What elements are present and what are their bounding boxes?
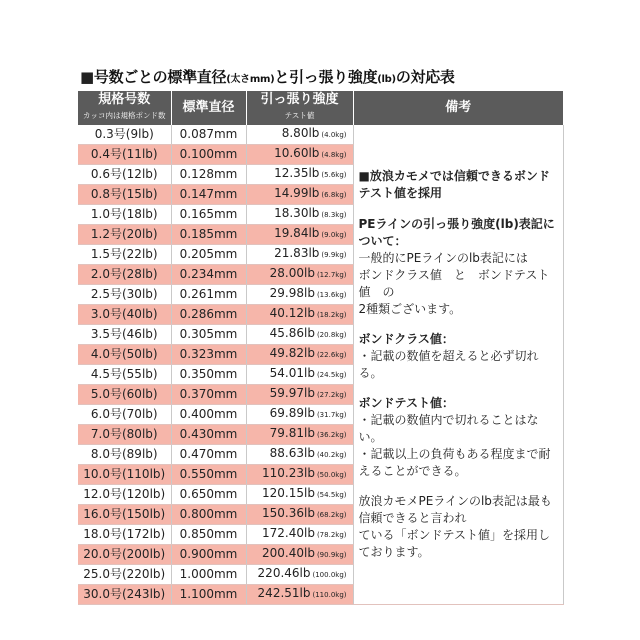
size-cell: 1.2号(20lb) [78, 225, 171, 245]
diameter-cell: 0.350mm [171, 365, 246, 385]
strength-lb: 45.86lb [269, 326, 315, 340]
header-diameter: 標準直径 [171, 91, 246, 125]
strength-cell [246, 365, 353, 385]
header-strength-sub: テスト値 [284, 111, 315, 120]
strength-kg: (4.8kg) [321, 151, 347, 159]
notes-pe-line1: 一般的にPEラインのlb表記には [358, 251, 528, 265]
diameter-cell: 0.850mm [171, 525, 246, 545]
strength-kg: (36.2kg) [316, 431, 347, 439]
strength-kg: (9.0kg) [321, 231, 347, 239]
strength-lb: 12.35lb [274, 166, 320, 180]
strength-kg: (12.7kg) [316, 271, 347, 279]
title-part2: と引っ張り強度 [274, 68, 378, 86]
strength-lb: 28.00lb [269, 266, 315, 280]
strength-lb: 69.89lb [269, 406, 315, 420]
title-square: ■ [80, 68, 94, 86]
strength-cell [246, 225, 353, 245]
diameter-cell: 1.000mm [171, 565, 246, 585]
diameter-cell: 0.400mm [171, 405, 246, 425]
strength-kg: (13.6kg) [316, 291, 347, 299]
diameter-cell: 0.550mm [171, 465, 246, 485]
strength-cell [246, 565, 353, 585]
title-part1-small: (太さmm) [226, 74, 275, 85]
size-cell: 4.0号(50lb) [78, 345, 171, 365]
strength-lb: 79.81lb [269, 426, 315, 440]
diameter-cell: 0.800mm [171, 505, 246, 525]
strength-cell [246, 545, 353, 565]
strength-kg: (68.2kg) [316, 511, 347, 519]
strength-kg: (100.0kg) [312, 571, 347, 579]
size-cell: 7.0号(80lb) [78, 425, 171, 445]
strength-cell [246, 345, 353, 365]
table-row [78, 125, 563, 145]
size-cell: 2.0号(28lb) [78, 265, 171, 285]
strength-kg: (8.3kg) [321, 211, 347, 219]
strength-lb: 172.40lb [262, 526, 315, 540]
size-cell: 2.5号(30lb) [78, 285, 171, 305]
notes-lead: ■放浪カモメでは信頼できるボンドテスト値を採用 [358, 169, 550, 200]
strength-kg: (90.9kg) [316, 551, 347, 559]
strength-kg: (18.2kg) [316, 311, 347, 319]
diameter-cell: 0.205mm [171, 245, 246, 265]
strength-cell [246, 285, 353, 305]
strength-lb: 54.01lb [269, 366, 315, 380]
title-part1: 号数ごとの標準直径 [93, 68, 227, 86]
title-part3: の対応表 [395, 68, 455, 86]
notes-test-line1: ・記載の数値内で切れることはない。 [358, 413, 539, 444]
strength-kg: (5.6kg) [321, 171, 347, 179]
strength-lb: 21.83lb [274, 246, 320, 260]
size-cell: 30.0号(243lb) [78, 585, 171, 605]
size-cell: 6.0号(70lb) [78, 405, 171, 425]
strength-lb: 14.99lb [274, 186, 320, 200]
diameter-cell: 0.430mm [171, 425, 246, 445]
size-cell: 0.4号(11lb) [78, 145, 171, 165]
diameter-cell: 0.147mm [171, 185, 246, 205]
table-header-row [78, 91, 563, 125]
strength-kg: (9.9kg) [321, 251, 347, 259]
strength-lb: 200.40lb [262, 546, 315, 560]
strength-cell [246, 425, 353, 445]
size-cell: 0.3号(9lb) [78, 125, 171, 145]
size-cell: 25.0号(220lb) [78, 565, 171, 585]
size-cell: 0.8号(15lb) [78, 185, 171, 205]
strength-cell [246, 125, 353, 145]
strength-kg: (40.2kg) [316, 451, 347, 459]
header-notes: 備考 [353, 91, 563, 125]
size-cell: 3.5号(46lb) [78, 325, 171, 345]
strength-kg: (20.8kg) [316, 331, 347, 339]
header-strength [246, 91, 353, 125]
notes-final-line1: 放浪カモメPEラインのlb表記は最も信頼できると言われ [358, 494, 552, 525]
notes-pe-line3: 2種類ございます。 [358, 302, 462, 316]
diameter-cell: 0.100mm [171, 145, 246, 165]
strength-lb: 59.97lb [269, 386, 315, 400]
diameter-cell: 0.323mm [171, 345, 246, 365]
strength-cell [246, 405, 353, 425]
strength-cell [246, 525, 353, 545]
size-cell: 1.5号(22lb) [78, 245, 171, 265]
strength-lb: 49.82lb [269, 346, 315, 360]
diameter-cell: 0.650mm [171, 485, 246, 505]
diameter-cell: 0.305mm [171, 325, 246, 345]
diameter-cell: 0.900mm [171, 545, 246, 565]
notes-final-line2: ている「ボンドテスト値」を採用しております。 [358, 528, 551, 559]
strength-cell [246, 145, 353, 165]
strength-cell [246, 165, 353, 185]
diameter-cell: 1.100mm [171, 585, 246, 605]
size-cell: 1.0号(18lb) [78, 205, 171, 225]
notes-class-line1: ・記載の数値を超えると必ず切れる。 [358, 349, 539, 380]
strength-cell [246, 465, 353, 485]
strength-cell [246, 325, 353, 345]
strength-cell [246, 205, 353, 225]
diameter-cell: 0.087mm [171, 125, 246, 145]
strength-kg: (27.2kg) [316, 391, 347, 399]
diameter-cell: 0.234mm [171, 265, 246, 285]
size-cell: 18.0号(172lb) [78, 525, 171, 545]
size-cell: 10.0号(110lb) [78, 465, 171, 485]
notes-test-head: ボンドテスト値： [358, 396, 455, 410]
strength-kg: (50.0kg) [316, 471, 347, 479]
strength-cell [246, 485, 353, 505]
strength-cell [246, 245, 353, 265]
size-cell: 4.5号(55lb) [78, 365, 171, 385]
notes-cell [353, 125, 563, 605]
header-size [78, 91, 171, 125]
strength-lb: 120.15lb [262, 486, 315, 500]
strength-lb: 150.36lb [262, 506, 315, 520]
strength-kg: (54.5kg) [316, 491, 347, 499]
diameter-cell: 0.165mm [171, 205, 246, 225]
notes-pe-line2: ボンドクラス値 と ボンドテスト値 の [358, 268, 550, 299]
header-size-sub: カッコ内は規格ポンド数 [83, 111, 166, 120]
size-cell: 3.0号(40lb) [78, 305, 171, 325]
strength-lb: 220.46lb [257, 566, 311, 580]
strength-lb: 40.12lb [269, 306, 315, 320]
strength-lb: 18.30lb [274, 206, 320, 220]
size-cell: 8.0号(89lb) [78, 445, 171, 465]
size-cell: 16.0号(150lb) [78, 505, 171, 525]
strength-cell [246, 385, 353, 405]
header-strength-label: 引っ張り強度 [260, 92, 339, 107]
size-cell: 12.0号(120lb) [78, 485, 171, 505]
diameter-cell: 0.185mm [171, 225, 246, 245]
strength-cell [246, 185, 353, 205]
strength-cell [246, 265, 353, 285]
strength-lb: 8.80lb [281, 126, 320, 140]
header-size-label: 規格号数 [98, 92, 151, 107]
title-part2-small: (lb) [377, 74, 396, 85]
strength-cell [246, 305, 353, 325]
strength-lb: 29.98lb [269, 286, 315, 300]
strength-lb: 19.84lb [274, 226, 320, 240]
strength-lb: 10.60lb [274, 146, 320, 160]
strength-kg: (78.2kg) [316, 531, 347, 539]
size-cell: 5.0号(60lb) [78, 385, 171, 405]
strength-lb: 88.63lb [269, 446, 315, 460]
size-cell: 20.0号(200lb) [78, 545, 171, 565]
strength-kg: (31.7kg) [316, 411, 347, 419]
notes-pe-head: PEラインの引っ張り強度(lb)表記について： [358, 217, 555, 248]
notes-test-line2: ・記載以上の負荷もある程度まで耐えることができる。 [358, 447, 551, 478]
diameter-cell: 0.286mm [171, 305, 246, 325]
diameter-cell: 0.128mm [171, 165, 246, 185]
strength-cell [246, 505, 353, 525]
strength-lb: 242.51lb [257, 586, 311, 600]
strength-cell [246, 585, 353, 605]
diameter-cell: 0.470mm [171, 445, 246, 465]
strength-kg: (4.0kg) [321, 131, 347, 139]
strength-cell [246, 445, 353, 465]
page-title [80, 66, 455, 88]
spec-table [78, 91, 564, 605]
strength-kg: (110.0kg) [312, 591, 347, 599]
strength-kg: (24.5kg) [316, 371, 347, 379]
diameter-cell: 0.370mm [171, 385, 246, 405]
strength-kg: (6.8kg) [321, 191, 347, 199]
strength-kg: (22.6kg) [316, 351, 347, 359]
notes-class-head: ボンドクラス値： [358, 332, 454, 346]
diameter-cell: 0.261mm [171, 285, 246, 305]
size-cell: 0.6号(12lb) [78, 165, 171, 185]
strength-lb: 110.23lb [262, 466, 315, 480]
